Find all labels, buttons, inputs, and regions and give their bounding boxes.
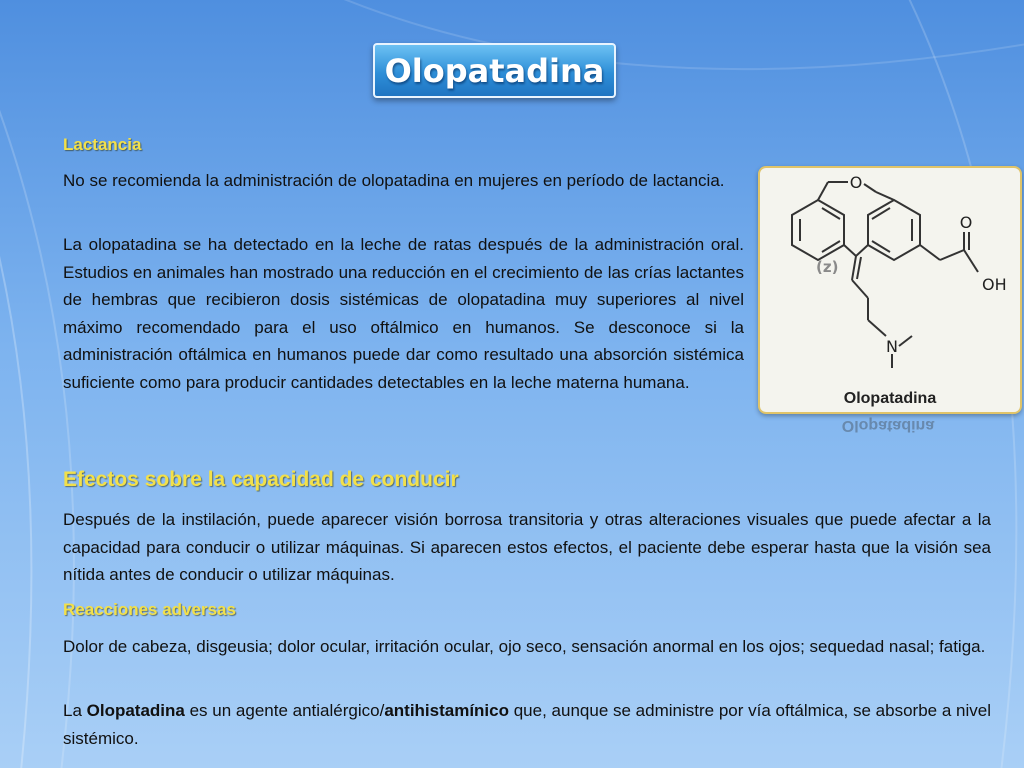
molecule-structure xyxy=(760,168,1020,412)
heading-lactancia: Lactancia xyxy=(63,135,142,154)
summary-prefix: La xyxy=(63,701,87,720)
molecule-card xyxy=(758,166,1022,414)
heading-conducir: Efectos sobre la capacidad de conducir xyxy=(63,468,459,491)
paragraph-adversas-2 xyxy=(63,697,991,752)
paragraph-adversas-1: Dolor de cabeza, disgeusia; dolor ocular, irritación ocular, ojo seco, sensación anormal en los ojos; sequedad nasal; fatiga. xyxy=(63,637,986,656)
paragraph-lactancia-1: No se recomienda la administración de olopatadina en mujeres en período de lactancia. xyxy=(63,171,725,190)
heading-adversas: Reacciones adversas xyxy=(63,600,236,619)
summary-bold-class: antihistamínico xyxy=(384,701,509,720)
atom-nitrogen: N xyxy=(886,337,898,356)
title-banner xyxy=(373,43,616,98)
summary-suffix: que, aunque se administre por vía oftálmica, se absorbe a nivel sistémico. xyxy=(63,701,991,748)
atom-oxygen-ring: O xyxy=(849,173,863,192)
paragraph-conducir: Después de la instilación, puede aparecer visión borrosa transitoria y otras alteraciones visuales que puede afectar a la capacidad para conducir o utilizar máquinas. Si aparecen estos efectos, el paciente debe esperar hasta que la visión sea nítida antes de conducir o utilizar máquinas. xyxy=(63,510,991,584)
summary-middle: es un agente antialérgico/ xyxy=(184,701,385,720)
molecule-label: Olopatadina xyxy=(843,390,937,407)
page-title: Olopatadina xyxy=(384,51,605,90)
stereo-descriptor: (z) xyxy=(816,258,839,276)
molecule-reflection xyxy=(758,414,1022,454)
summary-bold-drug: Olopatadina xyxy=(86,701,185,720)
paragraph-lactancia-2: La olopatadina se ha detectado en la leche de ratas después de la administración oral. Estudios en animales han mostrado una reducción en el crecimiento de las crías lactantes de hembras que recibieron dosis sistémicas de olopatadina muy superiores al nivel máximo recomendado para el uso oftálmico en humanos. Se desconoce si la administración oftálmica en humanos puede dar como resultado una absorción sistémica suficiente como para producir cantidades detectables en la leche materna humana. xyxy=(63,235,744,392)
atom-carbonyl-oxygen: O xyxy=(959,213,973,232)
molecule-label-reflection: Olopatadina xyxy=(841,417,935,434)
atom-hydroxyl: OH xyxy=(982,275,1007,294)
